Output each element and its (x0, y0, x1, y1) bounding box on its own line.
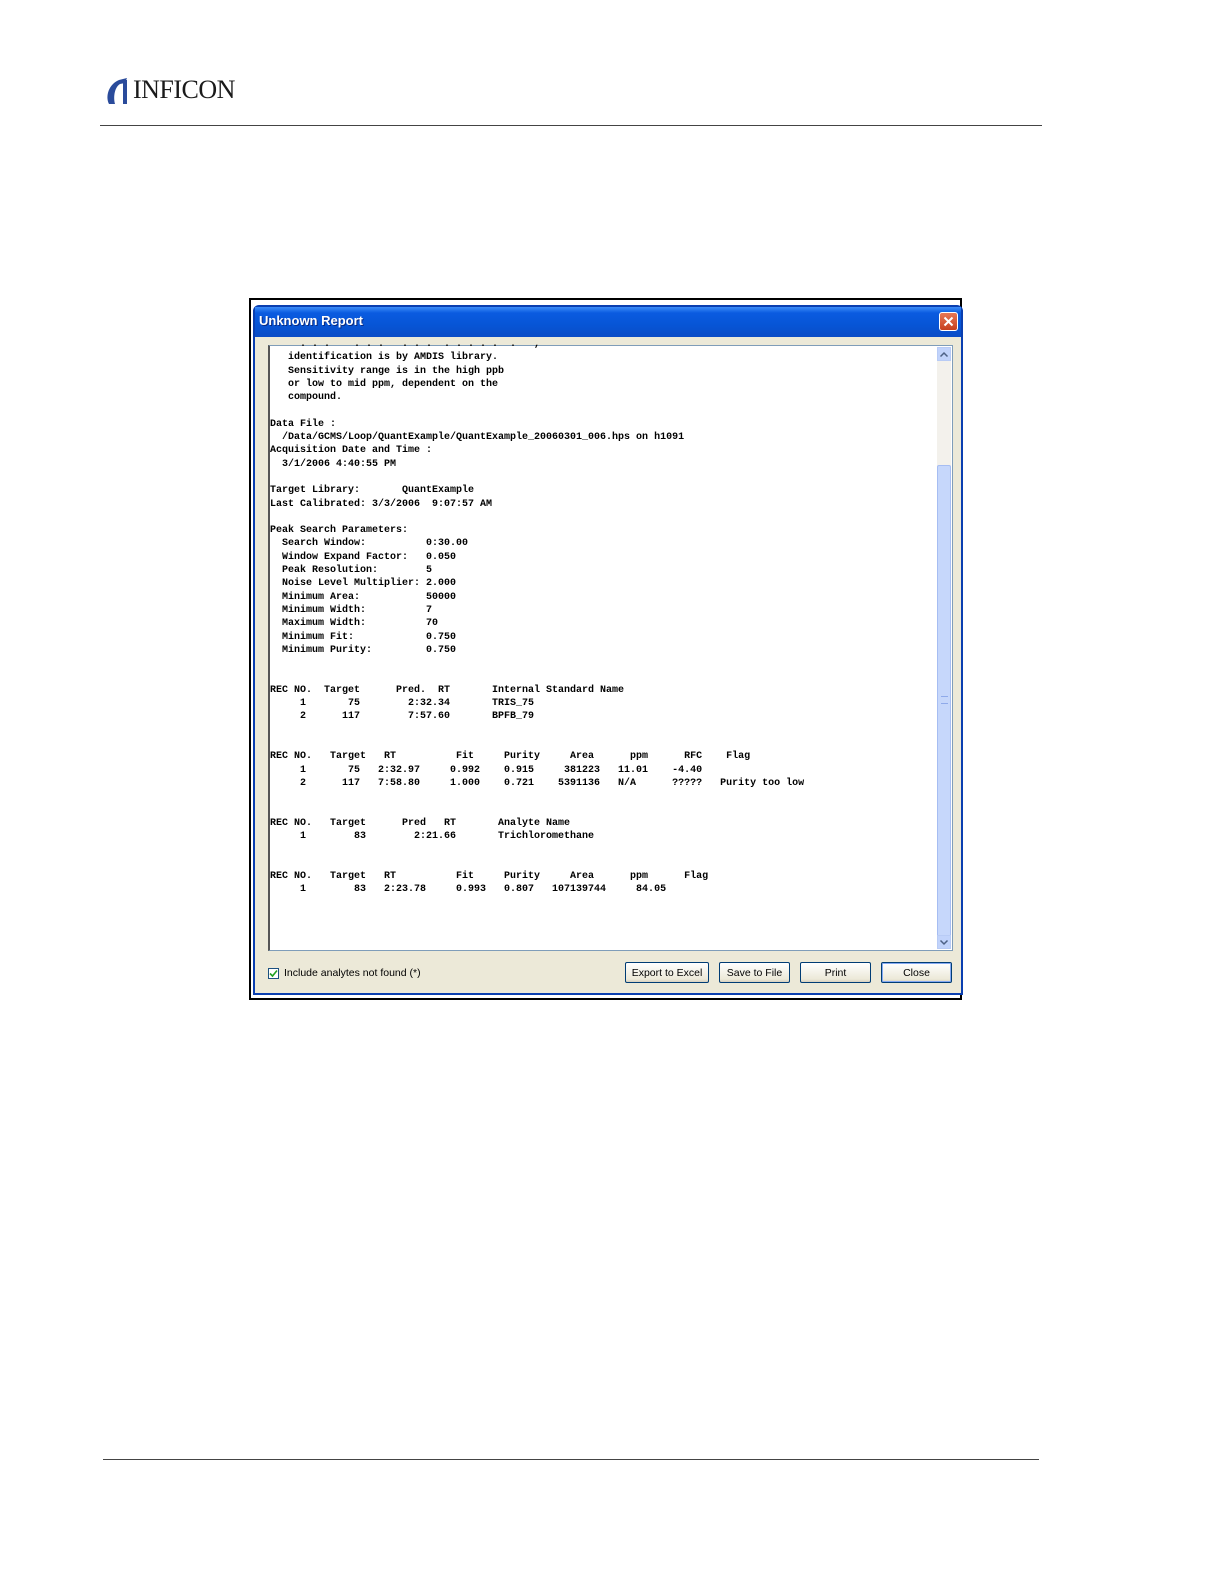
scroll-up-button[interactable] (937, 347, 951, 361)
save-to-file-button[interactable]: Save to File (719, 962, 790, 983)
scroll-down-button[interactable] (937, 935, 951, 949)
window-title: Unknown Report (259, 313, 363, 328)
dialog-footer (265, 962, 955, 986)
checkmark-icon (269, 969, 278, 978)
scroll-thumb[interactable] (937, 465, 951, 937)
logo-wordmark: INFICON (133, 75, 235, 104)
footer-divider (103, 1459, 1039, 1460)
checkbox-box[interactable] (268, 968, 279, 979)
print-button[interactable]: Print (800, 962, 871, 983)
chevron-up-icon (940, 352, 948, 357)
inficon-logo (103, 74, 235, 106)
report-text: . . . . . . . . . . . . . . . , identification is by AMDIS library. Sensitivity range is in the high ppb or low to mid ppm, dependent on the compound. Data File : /Data/GCMS/Loop/QuantExample/QuantExample_20060301_006.hps on h1091 Acquisition Date and Time : 3/1/2006 4:40:55 PM Target Library: QuantExample Last Calibrated: 3/3/2006 9:07:57 AM Peak Search Parameters: Search Window: 0:30.00 Window Expand Factor: 0.050 Peak Resolution: 5 Noise Level Multiplier: 2.000 Minimum Area: 50000 Minimum Width: 7 Maximum Width: 70 Minimum Fit: 0.750 Minimum Purity: 0.750 REC NO. Target Pred. RT Internal Standard Name 1 75 2:32.34 TRIS_75 2 117 7:57.60 BPFB_79 REC NO. Target RT Fit Purity Area ppm RFC Flag 1 75 2:32.97 0.992 0.915 381223 11.01 -4.40 2 117 7:58.80 1.000 0.721 5391136 N/A ????? Purity too low REC NO. Target Pred RT Analyte Name 1 83 2:21.66 Trichloromethane REC NO. Target RT Fit Purity Area ppm Flag 1 83 2:23.78 0.993 0.807 107139744 84.05 (270, 339, 805, 896)
header-divider (100, 125, 1042, 126)
title-bar[interactable] (255, 307, 961, 337)
vertical-scrollbar[interactable] (937, 347, 951, 949)
close-window-button[interactable] (939, 312, 958, 331)
close-button[interactable]: Close (881, 962, 952, 983)
include-not-found-checkbox[interactable] (268, 967, 421, 979)
close-icon (943, 316, 954, 327)
scroll-grip-icon (941, 696, 948, 704)
chevron-down-icon (940, 940, 948, 945)
inficon-logo-mark-icon (103, 74, 131, 106)
unknown-report-dialog (253, 305, 963, 995)
checkbox-label: Include analytes not found (*) (284, 967, 421, 979)
export-to-excel-button[interactable]: Export to Excel (625, 962, 709, 983)
report-text-area[interactable] (268, 339, 953, 951)
